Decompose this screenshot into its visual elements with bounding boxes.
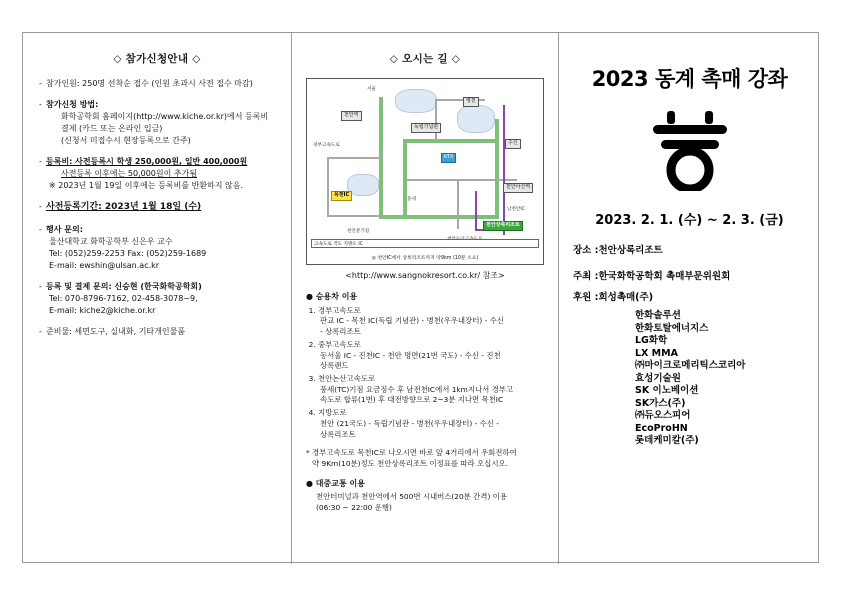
- map-marker-ktx: KTX: [441, 153, 456, 163]
- map-road-highway21: [475, 191, 477, 231]
- map-source-caption: <http://www.sangnokresort.co.kr/ 참조>: [345, 271, 505, 280]
- map-scale-note: ◎ 천안IC에서 상록리조트까지 약9km (10분 소요): [371, 256, 479, 261]
- column-registration-info: [23, 33, 291, 564]
- route-name: 지방도로: [318, 408, 347, 418]
- registration-item: - 참가인원: 250명 선착순 접수 (인원 초과시 사전 접수 마감): [39, 79, 253, 88]
- registration-item-head: 참가인원: 250명 선착순 접수 (인원 초과시 사전 접수 마감): [46, 79, 253, 88]
- column-title-panel: [559, 33, 820, 564]
- event-sponsors: [573, 289, 806, 303]
- kiche-logo: [573, 107, 806, 195]
- map-label-gyeongbu: 경부고속도로: [313, 143, 340, 148]
- route-line: 상록리조트: [320, 429, 356, 439]
- map-marker-byeongcheon: 병천: [463, 97, 479, 107]
- map-road-expressway: [495, 119, 499, 219]
- route-name: 중부고속도로: [318, 339, 361, 349]
- column-directions: [291, 33, 559, 564]
- event-place: [573, 242, 806, 256]
- sponsor-label: 후원 :: [573, 292, 599, 303]
- sponsor-item: EcoProHN: [635, 422, 688, 434]
- brochure-sheet: [22, 32, 819, 563]
- map-marker-susin: 수신: [505, 139, 521, 149]
- route-line: 판교 IC - 목천 IC(독립 기념관) - 병천(우우내장터) - 수신: [320, 316, 504, 326]
- map-road-local: [327, 157, 383, 159]
- host-value: 한국화학공학회 촉매부문위원회: [598, 271, 731, 282]
- map-road-expressway: [379, 215, 499, 219]
- sponsor-item: ㈜듀오스피어: [635, 410, 691, 422]
- map-label-seoul: 서울: [367, 87, 376, 92]
- hwa-logo-icon: [645, 107, 735, 191]
- contact-payment: - 등록 및 결제 문의: 신승현 (한국화학공학회) Tel: 070-8796-7162, 02-458-3078~9, E-mail: kiche2@kiche.or.kr: [39, 281, 275, 317]
- items-to-bring-text: 준비물: 세면도구, 실내화, 기타개인물품: [46, 326, 186, 336]
- directions-bus-line: (06:30 ~ 22:00 운행): [316, 503, 392, 513]
- contact-event: - 행사 문의: 울산대학교 화학공학부 신은우 교수 Tel: (052)259-2253 Fax: (052)259-1689 E-mail: ewshin@ulsan.ac.kr: [39, 224, 275, 272]
- sponsor-item: 한화토탈에너지스: [635, 322, 709, 334]
- place-label: 장소 :: [573, 245, 599, 256]
- map-region-shape: [457, 105, 495, 133]
- route-line: - 상록리조트: [320, 327, 361, 337]
- early-registration-line: - 사전등록기간: 2023년 1월 18일 (수): [39, 202, 202, 212]
- directions-route: [318, 306, 544, 338]
- registration-fee-note: ※ 2023년 1월 19일 이후에는 등록비를 반환하지 않음.: [49, 181, 244, 190]
- map-legend: 고속도로 국도 지방도 IC: [311, 239, 539, 248]
- contact-email: E-mail: kiche2@kiche.or.kr: [49, 305, 156, 315]
- route-line: 상록랜드: [320, 361, 349, 371]
- items-to-bring: - 준비물: 세면도구, 실내화, 기타개인물품: [39, 326, 186, 336]
- route-line: 천안 (21국도) - 독립기념관 - 병천(우우내장터) - 수신 -: [320, 418, 499, 428]
- map-label-namcheonan-ic: 남천안IC: [507, 207, 525, 212]
- place-value: 천안상록리조트: [598, 245, 663, 256]
- sponsor-item: SK가스(주): [635, 397, 686, 409]
- contact-line: Tel: 070-8796-7162, 02-458-3078~9,: [49, 293, 198, 303]
- directions-body: [306, 291, 544, 514]
- directions-car-note: 약 9Km(10분)정도 천안상록리조트 이정표를 따라 오십시오.: [312, 459, 508, 469]
- early-registration-label: 사전등록기간:: [46, 202, 105, 212]
- sponsor-item: 롯데케미칼(주): [635, 435, 699, 447]
- route-line: 풍세(TC)기점 요금징수 후 남전천IC에서 1km지나서 경부고: [320, 384, 514, 394]
- map-road-local: [327, 157, 329, 217]
- registration-item-sub: (신청서 미접수시 현장등록으로 간주): [61, 136, 191, 145]
- map-road-highway21: [503, 105, 505, 235]
- sponsor-list: [573, 310, 806, 448]
- map-marker-cheonan-asan-station: 천안아산역: [503, 183, 533, 193]
- registration-fee-sub: 사전등록 이후에는 50,000원이 추가됨: [61, 169, 198, 178]
- route-line: 동서울 IC - 진천IC - 천안 명면(21번 국도) - 수신 - 진천: [320, 350, 501, 360]
- map-marker-mokcheon-ic: 목천IC: [331, 191, 352, 201]
- sponsor-item: ㈜마이크로메리틱스코리아: [635, 360, 746, 372]
- registration-fee-head: 등록비: 사전등록시 학생 250,000원, 일반 400,000원: [46, 157, 248, 166]
- event-host: [573, 268, 806, 282]
- directions-route: [318, 340, 544, 372]
- sponsor-item: LG화학: [635, 335, 668, 347]
- directions-bus-head: ● 대중교통 이용: [306, 478, 365, 488]
- contact-head: 행사 문의:: [46, 224, 83, 234]
- directions-car-head: ● 승용차 이용: [306, 292, 358, 301]
- map-marker-cheonan-station: 천안역: [341, 111, 362, 121]
- sponsor-first: 희성촉매(주): [598, 292, 654, 303]
- directions-section-title: ◇ 오시는 길 ◇: [389, 53, 461, 65]
- sponsor-item: 효성기술원: [635, 372, 681, 384]
- event-date: 2023. 2. 1. (수) ~ 2. 3. (금): [595, 213, 784, 228]
- map-road-expressway: [403, 139, 499, 143]
- registration-item-head: 참가신청 방법:: [46, 100, 99, 109]
- route-line: 속도로 합류(1번) 후 대전방향으로 2~3분 지나면 목천IC: [320, 395, 504, 405]
- host-label: 주최 :: [573, 271, 599, 282]
- sponsor-item: SK 이노베이션: [635, 385, 699, 397]
- map-road-local: [435, 99, 437, 141]
- directions-route: [318, 408, 544, 440]
- route-name: 경부고속도로: [318, 305, 361, 315]
- sponsor-item: 한화솔루션: [635, 310, 681, 321]
- registration-body: [39, 78, 275, 338]
- registration-section-title: ◇ 참가신청안내 ◇: [113, 53, 201, 65]
- registration-item-sub: 화학공학회 홈페이지(http://www.kiche.or.kr)에서 등록비: [61, 112, 269, 121]
- map-road-local: [407, 179, 517, 181]
- event-title: 2023 동계 촉매 강좌: [591, 67, 788, 91]
- map-marker-sangnok-resort: 천안상록리조트: [483, 221, 523, 231]
- route-name: 천안논산고속도로: [318, 374, 376, 383]
- map-label-cheonan-junction: 천안분기점: [347, 229, 370, 234]
- map-marker-independence-hall: 독립기념관: [411, 123, 441, 133]
- contact-email: E-mail: ewshin@ulsan.ac.kr: [49, 260, 160, 270]
- contact-line: 울산대학교 화학공학부 신은우 교수: [49, 236, 173, 246]
- sponsor-item: LX MMA: [635, 347, 678, 359]
- registration-item: - 참가신청 방법: 화학공학회 홈페이지(http://www.kiche.or.kr)에서 등록비 결제 (카드 또는 온라인 입금) (신청서 미접수시 현장등록으로 간주): [39, 99, 275, 147]
- directions-bus-line: 천안터미널과 천안역에서 500번 시내버스(20분 간격) 이용: [316, 492, 507, 502]
- directions-car-note: * 경부고속도로 목천IC로 나오시면 바로 앞 4거리에서 우회전하여: [306, 448, 517, 458]
- contact-line: Tel: (052)259-2253 Fax: (052)259-1689: [49, 248, 207, 258]
- map-road-local: [457, 179, 459, 229]
- map-region-shape: [395, 89, 437, 113]
- directions-route: [318, 374, 544, 406]
- registration-item: - 등록비: 사전등록시 학생 250,000원, 일반 400,000원 사전등록 이후에는 50,000원이 추가됨 ※ 2023년 1월 19일 이후에는 등록비를 반환하지 않음.: [39, 156, 275, 192]
- registration-item-sub: 결제 (카드 또는 온라인 입금): [61, 124, 163, 133]
- contact-head: 등록 및 결제 문의: 신승현 (한국화학공학회): [46, 281, 202, 291]
- early-registration-date: 2023년 1월 18일 (수): [104, 202, 202, 212]
- map-road-local: [327, 215, 381, 217]
- location-map: [306, 78, 544, 265]
- map-label-pungse: 풍세: [407, 197, 416, 202]
- directions-car-list: [306, 306, 544, 441]
- map-road-expressway: [403, 139, 407, 217]
